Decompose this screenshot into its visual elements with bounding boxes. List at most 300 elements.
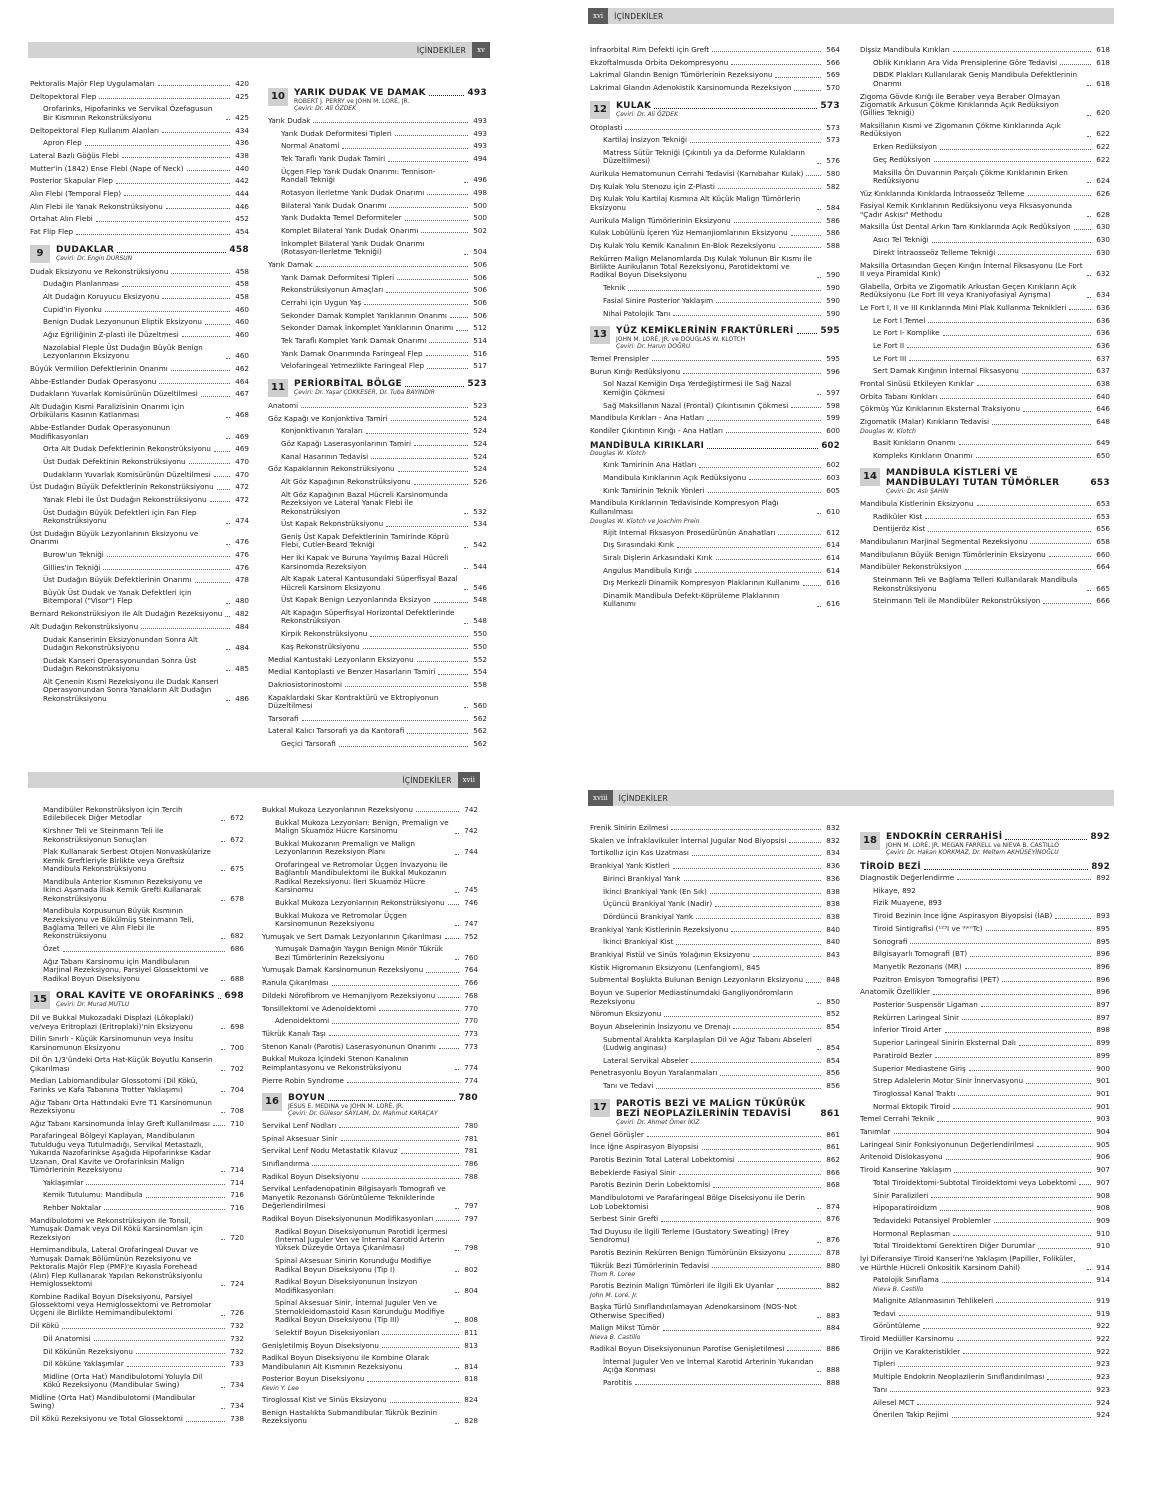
toc-entry-page: 548 xyxy=(473,616,487,626)
dot-leader xyxy=(894,1133,1091,1134)
toc-entry-title: Yarık Dudak Deformitesi Tipleri xyxy=(281,128,392,138)
dot-leader xyxy=(794,90,821,91)
toc-entry-title: İnferior Tiroid Arter xyxy=(873,1025,942,1035)
dot-leader xyxy=(221,980,225,981)
toc-entry-page: 436 xyxy=(235,138,249,148)
toc-entry xyxy=(30,1335,244,1343)
toc-entry xyxy=(860,887,1110,895)
toc-entry xyxy=(262,1342,478,1350)
dot-leader xyxy=(791,407,821,408)
toc-entry-title: Rotasyon İlerletme Yarık Dudak Onarımı xyxy=(281,187,425,197)
toc-entry-title: Serbest Sinir Grefti xyxy=(590,1214,659,1224)
chapter-number: 16 xyxy=(262,1093,282,1111)
toc-entry xyxy=(30,1293,244,1318)
dot-leader xyxy=(635,1384,821,1385)
toc-entry-page: 768 xyxy=(464,990,478,1000)
toc-entry-title: Diagnostik Değerlendirme xyxy=(860,873,955,882)
dot-leader xyxy=(731,64,821,65)
toc-entry-title: Servikal Lenfadenopatinin Bilgisayarlı Tomografi ve Manyetik Rezonanslı Görüntüleme Tekniklerinde Değerlendirilmesi xyxy=(262,1184,446,1211)
toc-entry-page: 906 xyxy=(1096,1152,1110,1162)
toc-entry-page: 637 xyxy=(1096,353,1110,363)
toc-entry xyxy=(30,1415,244,1423)
toc-entry xyxy=(268,575,487,592)
toc-entry xyxy=(262,933,478,941)
toc-entry-title: Radikal Boyun Diseksiyonunun Parotise Genişletilmesi xyxy=(590,1343,785,1353)
toc-entry xyxy=(30,907,244,941)
toc-entry xyxy=(860,1255,1110,1272)
toc-entry xyxy=(30,1360,244,1368)
toc-entry xyxy=(860,1217,1110,1225)
chapter-translator: Çeviri: Dr. Ahmet Ömer İKİZ xyxy=(616,1118,700,1126)
toc-entry-title: Submental Boşlukta Bulunan Benign Lezyonların Eksizyonu xyxy=(590,975,804,985)
chapter-translator: Çeviri: Dr. Engin DURSUN xyxy=(56,254,133,262)
toc-entry xyxy=(30,344,249,361)
dot-leader xyxy=(464,547,468,548)
toc-entry-page: 452 xyxy=(235,214,249,224)
dot-leader xyxy=(946,1159,1091,1160)
dot-leader xyxy=(221,1028,225,1029)
toc-entry xyxy=(268,668,487,676)
toc-entry xyxy=(860,500,1110,508)
toc-entry-page: 832 xyxy=(826,823,840,832)
toc-entry-title: Maksilla Üst Dental Arkın Tam Kırıklarında Açık Redüksiyon xyxy=(860,222,1071,232)
toc-entry-title: Sıralı Dişlerin Arkasındaki Kırık xyxy=(603,552,713,562)
toc-entry-title: Orofaringeal ve Retromolar Üçgen İnvazyonu ile Bağlantılı Mandibulektomi ile Bukkal Mukozanın Radikal Rezeksiyonu: İleri Skuamöz Hücre Karsinomu xyxy=(275,859,448,895)
chapter-page: 523 xyxy=(467,378,487,389)
toc-entry xyxy=(30,228,249,236)
dot-leader xyxy=(777,1288,821,1289)
toc-entry-page: 814 xyxy=(464,1361,478,1371)
toc-entry xyxy=(860,1276,1110,1284)
dot-leader xyxy=(407,733,468,734)
toc-entry xyxy=(860,223,1110,231)
toc-entry-page: 908 xyxy=(1096,1203,1110,1213)
chapter-heading xyxy=(860,468,1110,495)
toc-entry-title: Aritenoid Dislokasyonu xyxy=(860,1152,943,1162)
toc-entry xyxy=(590,1143,840,1151)
page-number: xviii xyxy=(588,790,613,806)
toc-entry xyxy=(860,563,1110,571)
toc-entry-page: 460 xyxy=(235,304,249,314)
dot-leader xyxy=(937,1121,1091,1122)
dot-leader xyxy=(328,1100,455,1101)
toc-entry-page: 726 xyxy=(230,1308,244,1318)
chapter-title: ORAL KAVİTE VE OROFARİNKS xyxy=(56,991,215,1002)
dot-leader xyxy=(438,997,459,998)
chapter-title-line xyxy=(616,1099,840,1119)
toc-entry xyxy=(30,424,249,441)
dot-leader xyxy=(221,870,225,871)
dot-leader xyxy=(332,1023,459,1024)
toc-entry-title: Parotitis xyxy=(603,1377,632,1387)
toc-entry xyxy=(860,1399,1110,1407)
toc-entry xyxy=(590,875,840,883)
toc-entry-page: 665 xyxy=(1096,583,1110,593)
toc-entry-page: 781 xyxy=(464,1133,478,1143)
toc-entry-page: 908 xyxy=(1096,1190,1110,1200)
chapter-body xyxy=(616,1099,840,1126)
toc-entry-title: Patolojik Sınıflama xyxy=(873,1275,939,1285)
toc-entry xyxy=(590,1345,840,1353)
toc-entry-title: Üst Kapak Benign Lezyonlarında Eksizyon xyxy=(281,595,431,605)
toc-entry-page: 614 xyxy=(826,540,840,550)
toc-entry xyxy=(262,979,478,987)
dot-leader xyxy=(959,444,1091,445)
chapter-authors: ROBERT J. PERRY ve JOHN M. LORÉ, JR. xyxy=(294,98,410,105)
toc-entry-title: Boyun Abselerinin İnsizyonu ve Drenajı xyxy=(590,1021,731,1031)
toc-entry xyxy=(590,951,840,959)
toc-entry-title: Alt Göz Kapağının Bazal Hücreli Karsinomunda Rezeksiyon ve Lateral Yanak Flebi ile Rekonstrüksiyon xyxy=(281,489,448,516)
toc-entry-title: Dördüncü Brankiyal Yarık xyxy=(603,911,694,921)
toc-entry-page: 922 xyxy=(1096,1346,1110,1356)
toc-entry xyxy=(30,496,249,504)
toc-entry xyxy=(860,1386,1110,1394)
toc-entry-page: 562 xyxy=(473,713,487,723)
toc-entry-title: Alt Göz Kapağının Rekonstrüksiyonu xyxy=(281,477,411,487)
toc-entry-title: Göz Kapağı ve Konjonktiva Tamiri xyxy=(268,413,388,423)
toc-entry-page: 626 xyxy=(1096,188,1110,198)
toc-entry xyxy=(860,1115,1110,1123)
toc-entry-page: 914 xyxy=(1096,1275,1110,1285)
dot-leader xyxy=(401,1153,459,1154)
toc-entry xyxy=(590,170,840,178)
toc-entry xyxy=(860,950,1110,958)
chapter-title-line xyxy=(616,326,840,336)
toc-entry-title: Bukkal Mukoza Lezyonları: Benign, Premalign ve Malign Skuamöz Hücre Karsinomu xyxy=(275,817,449,836)
toc-entry-title: Mandibulanın Büyük Benign Tümörlerinin Eksizyonu xyxy=(860,549,1046,559)
dot-leader xyxy=(86,1184,225,1185)
toc-entry xyxy=(860,1001,1110,1009)
toc-entry xyxy=(860,963,1110,971)
toc-entry xyxy=(30,1373,244,1390)
dot-leader xyxy=(817,606,821,607)
toc-entry-title: Yumuşak Damak Karsinomunun Rezeksiyonu xyxy=(262,965,424,975)
toc-entry-title: Temel Prensipler xyxy=(590,353,649,363)
chapter-translator: Çeviri: Dr. Ali ÖZDEK xyxy=(616,110,679,118)
dot-leader xyxy=(201,396,230,397)
toc-entry-page: 781 xyxy=(464,1146,478,1156)
toc-entry-page: 678 xyxy=(230,893,244,903)
toc-entry-title: Dudak Eksizyonu ve Rekonstrüksiyonu xyxy=(30,266,169,276)
toc-entry xyxy=(860,355,1110,363)
dot-leader xyxy=(1038,1248,1091,1249)
toc-entry-title: Nazolabial Fleple Üst Dudağın Büyük Benign Lezyonlarının Eksizyonu xyxy=(43,342,203,361)
toc-entry-page: 493 xyxy=(473,128,487,138)
toc-entry xyxy=(590,284,840,292)
chapter-page: 698 xyxy=(224,991,244,1002)
dot-leader xyxy=(1087,590,1091,591)
toc-entry-page: 893 xyxy=(1096,911,1110,921)
chapter-title-line xyxy=(56,245,249,255)
toc-entry-page: 464 xyxy=(235,376,249,386)
toc-entry xyxy=(30,127,249,135)
toc-entry xyxy=(262,1375,478,1383)
toc-column-right xyxy=(860,824,1110,1466)
toc-entry xyxy=(30,551,249,559)
toc-entry-title: Superior Laringeal Sinirin Eksternal Dalı xyxy=(873,1038,1016,1048)
section-heading xyxy=(860,862,1110,872)
toc-entry-title: Dış Sırasındaki Kırık xyxy=(603,540,675,550)
toc-entry xyxy=(590,1228,840,1245)
dot-leader xyxy=(382,1347,459,1348)
dot-leader xyxy=(1079,1184,1091,1185)
dot-leader xyxy=(962,1019,1091,1020)
toc-entry xyxy=(590,1358,840,1375)
toc-entry-page: 704 xyxy=(230,1084,244,1094)
toc-entry-title: Çökmüş Yüz Kırıklarının Eksternal Traksiyonu xyxy=(860,404,1021,414)
toc-entry-title: Mandibulotomi ve Rekonstrüksiyon ile Tonsil, Yumuşak Damak veya Dil Kökü Karsinomları için Rezeksiyon xyxy=(30,1215,203,1242)
toc-entry-title: Multiple Endokrin Neoplazilerin Sınıflandırılması xyxy=(873,1372,1045,1382)
dot-leader xyxy=(753,956,821,957)
toc-entry xyxy=(30,293,249,301)
dot-leader xyxy=(957,879,1091,880)
toc-entry-title: Burun Kırığı Redüksiyonu xyxy=(590,366,681,376)
toc-entry xyxy=(268,350,487,358)
toc-entry xyxy=(860,1297,1110,1305)
dot-leader xyxy=(99,98,230,99)
toc-entry-title: Sekonder Damak İnkomplet Yarıklarının Onarımı xyxy=(281,323,454,333)
toc-entry-page: 470 xyxy=(235,469,249,479)
toc-entry-title: DBDK Plakları Kullanılarak Geniş Mandibula Defektlerinin Onarımı xyxy=(873,70,1078,88)
toc-page-xvi xyxy=(588,8,1114,700)
toc-entry-title: Total Tiroidektomi Gerektiren Diğer Durumlar xyxy=(873,1241,1036,1251)
toc-entry-page: 648 xyxy=(1096,417,1110,427)
toc-entry-page: 502 xyxy=(473,226,487,236)
dot-leader xyxy=(405,220,468,221)
toc-entry-page: 506 xyxy=(473,272,487,282)
toc-entry xyxy=(268,155,487,163)
dot-leader xyxy=(899,1315,1091,1316)
toc-entry-title: Lateral Bazlı Göğüs Flebi xyxy=(30,150,119,160)
dot-leader xyxy=(934,161,1091,162)
toc-entry-page: 469 xyxy=(235,431,249,441)
toc-entry-page: 804 xyxy=(464,1285,478,1295)
dot-leader xyxy=(426,972,459,973)
chapter-translator: Çeviri: Dr. Aslı ŞAHİN xyxy=(886,487,949,495)
chapter-body xyxy=(294,88,487,112)
toc-entry-title: Yüz Kırıklarında Kırıklarda İntraosseöz Telleme xyxy=(860,188,1025,198)
toc-entry-page: 907 xyxy=(1096,1165,1110,1175)
chapter-heading xyxy=(590,1099,840,1126)
toc-entry-page: 470 xyxy=(235,456,249,466)
dot-leader xyxy=(625,129,821,130)
dot-leader xyxy=(817,209,821,210)
dot-leader xyxy=(347,1082,459,1083)
dot-leader xyxy=(221,1070,225,1071)
toc-entry-title: Dilin Sınırlı - Küçük Karsinomunun veya İnsitu Karsinomunun Eksizyonu xyxy=(30,1034,194,1052)
chapter-title-line xyxy=(886,468,1110,488)
toc-entry-page: 550 xyxy=(473,641,487,651)
toc-entry-page: 612 xyxy=(826,527,840,537)
chapter-page: 458 xyxy=(229,244,249,255)
dot-leader xyxy=(221,841,225,842)
dot-leader xyxy=(450,317,468,318)
dot-leader xyxy=(464,707,468,708)
toc-entry xyxy=(590,1282,840,1290)
chapter-title-line xyxy=(288,1093,478,1103)
toc-entry-page: 616 xyxy=(826,599,840,609)
toc-entry xyxy=(268,286,487,294)
toc-entry-title: İkinci Brankiyal Kist xyxy=(603,937,674,947)
toc-entry xyxy=(262,861,478,895)
chapter-body xyxy=(886,832,1110,856)
toc-entry xyxy=(590,989,840,1006)
toc-entry-title: Brankiyal Yarık Kistlerinin Rezeksiyonu xyxy=(590,924,729,934)
dot-leader xyxy=(1022,373,1091,374)
toc-entry xyxy=(860,1128,1110,1136)
toc-entry-page: 434 xyxy=(235,125,249,135)
toc-entry-page: 569 xyxy=(826,70,840,80)
toc-entry-title: Spinal Aksesuar Sinirin Korunduğu Modifiye Radikal Boyun Diseksiyonu (Tip I) xyxy=(275,1256,432,1274)
toc-entry-title: Le Fort I, II ve III Kırıklarında Mini Plak Kullanma Teknikleri xyxy=(860,302,1067,312)
dot-leader xyxy=(716,302,821,303)
toc-entry-page: 836 xyxy=(826,873,840,883)
toc-entry xyxy=(30,1217,244,1242)
toc-entry-title: Bebeklerde Fasiyal Sinir xyxy=(590,1167,676,1177)
page-header xyxy=(28,772,480,788)
toc-entry-page: 562 xyxy=(473,739,487,749)
toc-entry-title: Görüntüleme xyxy=(873,1321,921,1331)
toc-entry-title: Frenik Sinirin Ezilmesi xyxy=(590,823,669,832)
toc-entry xyxy=(268,656,487,664)
toc-entry-page: 774 xyxy=(464,1062,478,1072)
toc-entry-page: 840 xyxy=(826,924,840,934)
toc-entry-title: Hemimandibula, Lateral Orofaringeal Duvar ve Yumuşak Damak Bölümünün Rezeksiyonu ve Pektoralis Majör Flep (PMF)'e Kıyasla Forehead (Alın) Flep Kullanarak Yapılan Rekonstrüksiyonlu Hemiglossektomi xyxy=(30,1245,203,1288)
toc-entry xyxy=(268,609,487,626)
dot-leader xyxy=(221,900,225,901)
dot-leader xyxy=(726,432,821,433)
toc-entry-page: 630 xyxy=(1096,222,1110,232)
toc-entry-title: Cupid'in Fiyonku xyxy=(43,304,102,314)
toc-entry xyxy=(860,317,1110,325)
dot-leader xyxy=(455,1368,459,1369)
toc-entry-title: Glabella, Orbita ve Zigomatik Arkustan Geçen Kırıkların Açık Redüksiyonu (Le Fort III veya Kraniyofasiyal Ayrışma) xyxy=(860,281,1077,300)
toc-entry-page: 797 xyxy=(464,1213,478,1223)
toc-entry-title: Servikal Lenf Nodu Metastatik Kılavuz xyxy=(262,1146,398,1156)
toc-entry xyxy=(860,1065,1110,1073)
toc-entry-page: 910 xyxy=(1096,1241,1110,1251)
header-title: İÇİNDEKİLER xyxy=(618,793,668,803)
toc-entry-title: Üst Kapak Rekonstrüksiyonu xyxy=(281,519,384,529)
toc-entry-page: 848 xyxy=(826,975,840,985)
toc-entry-page: 897 xyxy=(1096,1012,1110,1022)
dot-leader xyxy=(953,1235,1091,1236)
toc-entry xyxy=(30,1132,244,1174)
dot-leader xyxy=(932,242,1091,243)
dot-leader xyxy=(104,1209,225,1210)
toc-entry-title: Tonsillektomi ve Adenoidektomi xyxy=(262,1003,376,1013)
toc-entry-title: Mandibula Kırıkları - Ana Hatları xyxy=(590,413,705,423)
toc-entry-title: Sol Nazal Kemiğin Dışa Yerdeğiştirmesi ile Sağ Nazal Kemiğin Çökmesi xyxy=(603,379,792,397)
toc-entry-page: 605 xyxy=(826,485,840,495)
toc-entry xyxy=(268,130,487,138)
toc-entry xyxy=(262,1396,478,1404)
dot-leader xyxy=(221,1112,225,1113)
toc-entry xyxy=(590,1324,840,1332)
toc-entry-page: 476 xyxy=(235,562,249,572)
toc-entry xyxy=(268,740,487,748)
toc-entry-page: 824 xyxy=(464,1395,478,1405)
chapter-title: PERİORBİTAL BÖLGE xyxy=(294,378,402,389)
toc-entry-page: 573 xyxy=(826,122,840,132)
toc-entry-page: 632 xyxy=(1096,268,1110,278)
section-page: 602 xyxy=(821,441,840,452)
dot-leader xyxy=(963,1353,1091,1354)
dot-leader xyxy=(455,1208,459,1209)
toc-entry xyxy=(860,925,1110,933)
toc-entry-title: Ağız Tabanı Karsinomu için Mandibulanın Marjinal Rezeksiyonu, Parsiyel Glossektomi ve Radikal Boyun Diseksiyonu xyxy=(43,956,209,983)
dot-leader xyxy=(907,347,1091,348)
dot-leader xyxy=(379,1010,459,1011)
toc-entry-title: Median Labiomandibular Glossotomi (Dil Kökü, Farinks ve Kafa Tabanına Trotter Yaklaşımı) xyxy=(30,1076,198,1094)
dot-leader xyxy=(438,674,468,675)
chapter-number: 9 xyxy=(30,245,50,263)
toc-entry-title: Her İki Kapak ve Buruna Yayılmış Bazal Hücreli Karsinomda Rezeksiyon xyxy=(281,553,449,571)
toc-entry-title: Nöromun Eksizyonu xyxy=(590,1009,662,1019)
toc-entry xyxy=(30,445,249,453)
toc-entry-title: İyi Diferansiye Tiroid Kanseri'ne Yaklaşım (Papiller, Foliküler, ve Hürthle Hücreli Onkositik Karsinom Dahil) xyxy=(860,1254,1076,1272)
toc-entry-page: 656 xyxy=(1096,524,1110,534)
toc-entry xyxy=(30,1204,244,1212)
dot-leader xyxy=(221,820,225,821)
toc-entry-title: İkinci Brankiyal Yarık (En Sık) xyxy=(603,886,707,896)
dot-leader xyxy=(712,1267,821,1268)
toc-entry xyxy=(860,1242,1110,1250)
dot-leader xyxy=(945,1032,1092,1033)
dot-leader xyxy=(382,1334,459,1335)
toc-entry-page: 622 xyxy=(1096,142,1110,152)
dot-leader xyxy=(226,603,230,604)
toc-entry-page: 905 xyxy=(1096,1139,1110,1149)
dot-leader xyxy=(221,1315,225,1316)
toc-entry-page: 506 xyxy=(473,297,487,307)
dot-leader xyxy=(189,463,230,464)
toc-entry-page: 838 xyxy=(826,886,840,896)
dot-leader xyxy=(695,572,821,573)
toc-entry-page: 742 xyxy=(464,805,478,814)
toc-entry xyxy=(268,630,487,638)
toc-entry xyxy=(590,487,840,495)
toc-entry xyxy=(590,1379,840,1387)
toc-entry xyxy=(860,1052,1110,1060)
dot-leader xyxy=(429,342,468,343)
toc-entry xyxy=(30,483,249,491)
toc-entry-page: 702 xyxy=(230,1063,244,1073)
dot-leader xyxy=(63,951,225,952)
dot-leader xyxy=(388,161,468,162)
dot-leader xyxy=(969,1070,1091,1071)
toc-entry-title: Aurikula Hematomunun Cerrahi Tedavisi (Karnıbahar Kulak) xyxy=(590,169,804,179)
chapter-body xyxy=(56,991,244,1008)
toc-entry-page: 603 xyxy=(826,473,840,483)
chapter-title: ENDOKRİN CERRAHİSİ xyxy=(886,832,1003,842)
dot-leader xyxy=(436,1220,459,1221)
toc-entry-title: Kirpik Rekonstrüksiyonu xyxy=(281,629,368,639)
toc-entry xyxy=(268,214,487,222)
chapter-title-line xyxy=(294,379,487,389)
toc-entry xyxy=(262,819,478,836)
dot-leader xyxy=(663,1330,821,1331)
toc-entry xyxy=(590,84,840,92)
toc-entry xyxy=(860,418,1110,426)
dot-leader xyxy=(779,247,821,248)
toc-entry-title: Maksillanın Kısmi ve Zigomanın Çökme Kırıklarında Açık Redüksiyon xyxy=(860,121,1061,139)
toc-entry-title: Parafaringeal Bölgeyi Kaplayan, Mandibulanın Tutulduğu veya Tutulmadığı, Servikal Metastazlı, Yukarıda Nazofarinkse Aşağıda Hipofarinkse Kadar Uzanan, Oral Kavite ve Orofarinksin Malign Tümörlerinin Rezeksiyonu xyxy=(30,1131,211,1174)
entry-author: Nieva B. Castillo xyxy=(590,1333,641,1341)
toc-entry-title: Parotis Bezinin Derin Lobektomisi xyxy=(590,1180,711,1190)
toc-entry-title: Geniş Üst Kapak Defektlerinin Tamirinde Köprü Flebi, Cutler-Beard Tekniği xyxy=(281,532,449,550)
toc-entry-title: Birinci Brankiyal Yarık xyxy=(603,873,681,883)
